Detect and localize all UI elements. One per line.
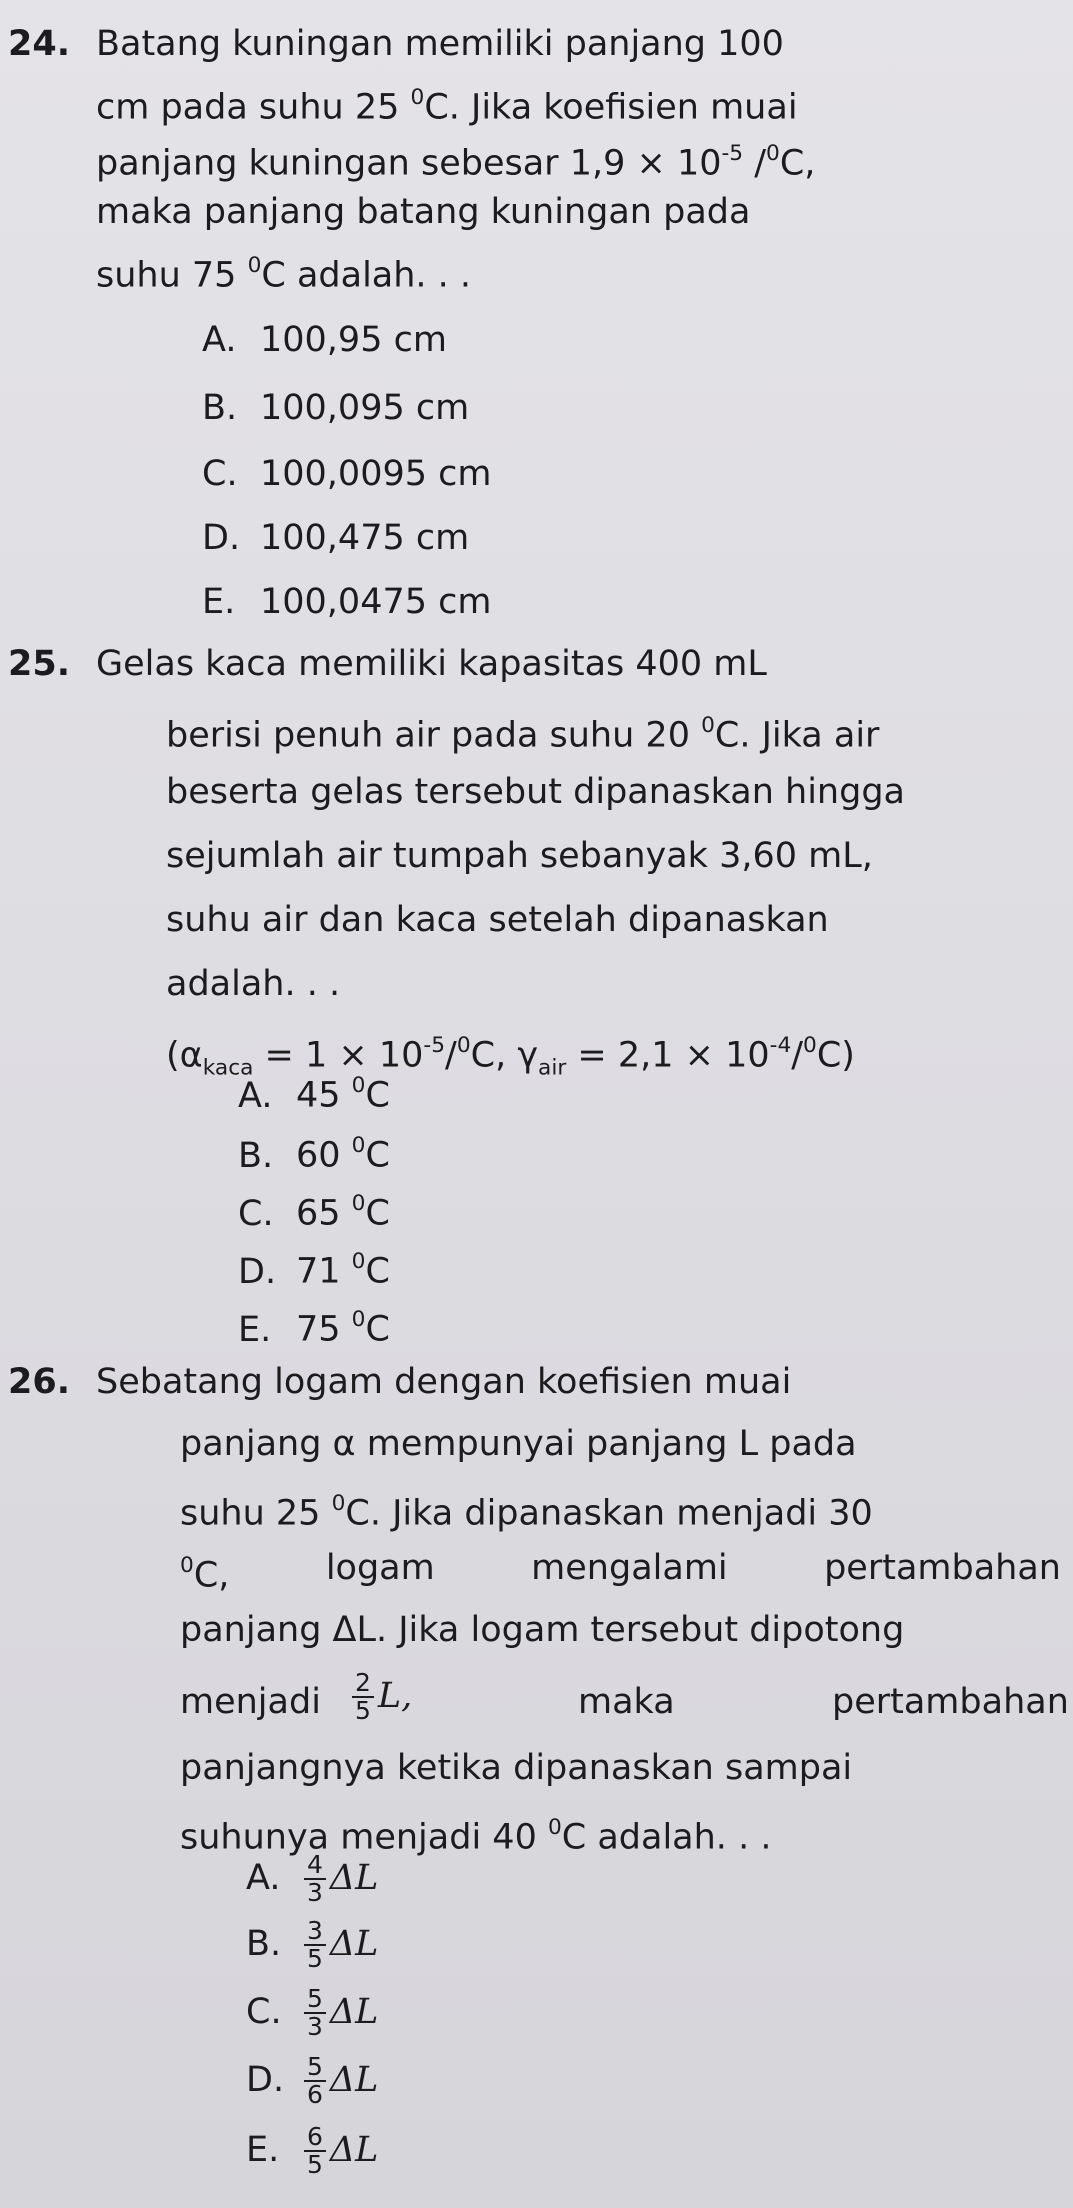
question-number: 26. bbox=[8, 1362, 71, 1402]
question-line: suhu 25 $^0$C. Jika dipanaskan menjadi 30 bbox=[180, 1490, 873, 1534]
question-line: $^0$C, logam mengalami pertambahan bbox=[180, 1548, 1061, 1596]
question-line: suhu 75 $^0$C adalah. . . bbox=[96, 252, 472, 296]
question-number: 25. bbox=[8, 644, 71, 684]
answer-option-a[interactable]: A. 100,95 cm bbox=[202, 320, 447, 360]
question-line: panjang kuningan sebesar $1,9 \times 10^{-5}$ /$^0$C, bbox=[96, 140, 816, 184]
answer-option-d[interactable]: D. 71 $^0$C bbox=[238, 1248, 390, 1292]
question-line: Sebatang logam dengan koefisien muai bbox=[96, 1362, 792, 1402]
answer-option-e[interactable]: E. $\frac{6}{5}$ ΔL bbox=[246, 2122, 379, 2179]
answer-option-b[interactable]: B. 60 $^0$C bbox=[238, 1132, 390, 1176]
answer-option-b[interactable]: B. $\frac{3}{5}$ ΔL bbox=[246, 1916, 379, 1973]
question-line: panjang ΔL. Jika logam tersebut dipotong bbox=[180, 1610, 905, 1650]
question-line: sejumlah air tumpah sebanyak 3,60 mL, bbox=[166, 836, 873, 876]
answer-option-a[interactable]: A. $\frac{4}{3}$ ΔL bbox=[246, 1850, 379, 1907]
answer-option-d[interactable]: D. $\frac{5}{6}$ ΔL bbox=[246, 2052, 379, 2109]
question-line: adalah. . . bbox=[166, 964, 341, 1004]
question-line: suhu air dan kaca setelah dipanaskan bbox=[166, 900, 829, 940]
answer-option-c[interactable]: C. 100,0095 cm bbox=[202, 454, 492, 494]
answer-option-e[interactable]: E. 100,0475 cm bbox=[202, 582, 492, 622]
answer-option-c[interactable]: C. 65 $^0$C bbox=[238, 1190, 390, 1234]
answer-option-e[interactable]: E. 75 $^0$C bbox=[238, 1306, 390, 1350]
fraction-two-fifths: $\frac{2}{5}$ L, bbox=[352, 1670, 412, 1724]
question-line: Batang kuningan memiliki panjang 100 bbox=[96, 24, 784, 64]
answer-option-c[interactable]: C. $\frac{5}{3}$ ΔL bbox=[246, 1984, 379, 2041]
question-line: panjang α mempunyai panjang L pada bbox=[180, 1424, 857, 1464]
question-line: beserta gelas tersebut dipanaskan hingga bbox=[166, 772, 905, 812]
question-line: Gelas kaca memiliki kapasitas 400 mL bbox=[96, 644, 767, 684]
question-line: berisi penuh air pada suhu 20 $^0$C. Jika air bbox=[166, 712, 880, 756]
question-line: panjangnya ketika dipanaskan sampai bbox=[180, 1748, 853, 1788]
question-line: maka panjang batang kuningan pada bbox=[96, 192, 751, 232]
given-constants: ($\alpha_{kaca} = 1 \times 10^{-5}/^0C$, $\gamma_{air} = 2,1 \times 10^{-4}/^0C$) bbox=[166, 1032, 855, 1081]
question-number: 24. bbox=[8, 24, 71, 64]
answer-option-a[interactable]: A. 45 $^0$C bbox=[238, 1072, 390, 1116]
question-line: suhunya menjadi 40 $^0$C adalah. . . bbox=[180, 1814, 772, 1858]
question-line: menjadi $\frac{2}{5}$ L, maka pertambahan bbox=[180, 1668, 1069, 1725]
question-line: cm pada suhu 25 $^0$C. Jika koefisien muai bbox=[96, 84, 798, 128]
answer-option-d[interactable]: D. 100,475 cm bbox=[202, 518, 470, 558]
answer-option-b[interactable]: B. 100,095 cm bbox=[202, 388, 470, 428]
